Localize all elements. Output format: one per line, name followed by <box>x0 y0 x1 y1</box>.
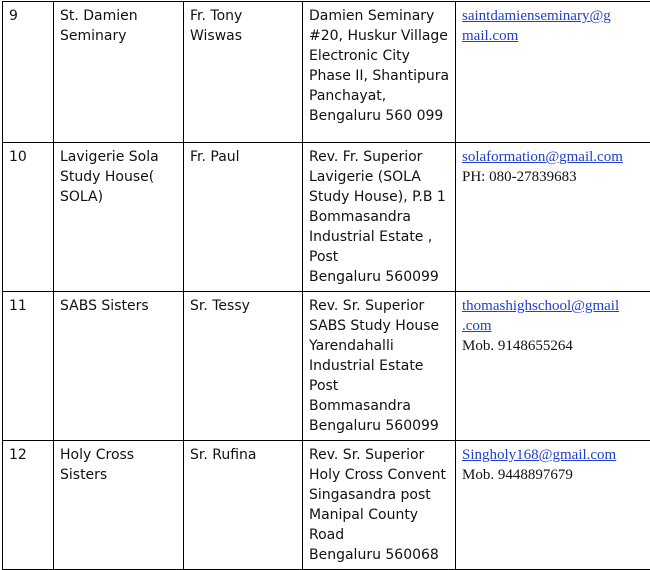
contact-person: Sr. Tessy <box>184 292 303 441</box>
email-cell <box>456 441 650 570</box>
phone-number: PH: 080-27839683 <box>462 167 650 187</box>
postal-address: Rev. Sr. Superior Holy Cross Convent Singasandra post Manipal County Road Bengaluru 560068 <box>303 441 456 570</box>
email-cell <box>456 2 650 143</box>
postal-address: Rev. Sr. Superior SABS Study House Yarendahalli Industrial Estate Post Bommasandra Bengaluru 560099 <box>303 292 456 441</box>
row-number: 10 <box>3 143 54 292</box>
row-number: 12 <box>3 441 54 570</box>
email-link[interactable]: thomashighschool@gmail .com <box>462 296 650 336</box>
row-number: 11 <box>3 292 54 441</box>
phone-number: Mob. 9148655264 <box>462 336 650 356</box>
postal-address: Damien Seminary #20, Huskur Village Electronic City Phase II, Shantipura Panchayat, Bengaluru 560 099 <box>303 2 456 143</box>
table-row <box>3 2 650 143</box>
institution-name: SABS Sisters <box>54 292 184 441</box>
email-link[interactable]: saintdamienseminary@g mail.com <box>462 6 650 46</box>
contact-person: Fr. Tony Wiswas <box>184 2 303 143</box>
phone-number: Mob. 9448897679 <box>462 465 650 485</box>
table-row <box>3 292 650 441</box>
contact-person: Fr. Paul <box>184 143 303 292</box>
table-row <box>3 143 650 292</box>
contact-person: Sr. Rufina <box>184 441 303 570</box>
email-link[interactable]: Singholy168@gmail.com <box>462 445 650 465</box>
row-number: 9 <box>3 2 54 143</box>
institution-name: St. Damien Seminary <box>54 2 184 143</box>
email-link[interactable]: solaformation@gmail.com <box>462 147 650 167</box>
institution-name: Holy Cross Sisters <box>54 441 184 570</box>
institution-name: Lavigerie Sola Study House( SOLA) <box>54 143 184 292</box>
email-cell <box>456 143 650 292</box>
table-row <box>3 441 650 570</box>
email-cell <box>456 292 650 441</box>
postal-address: Rev. Fr. Superior Lavigerie (SOLA Study House), P.B 1 Bommasandra Industrial Estate , Post Bengaluru 560099 <box>303 143 456 292</box>
directory-table <box>2 1 650 570</box>
